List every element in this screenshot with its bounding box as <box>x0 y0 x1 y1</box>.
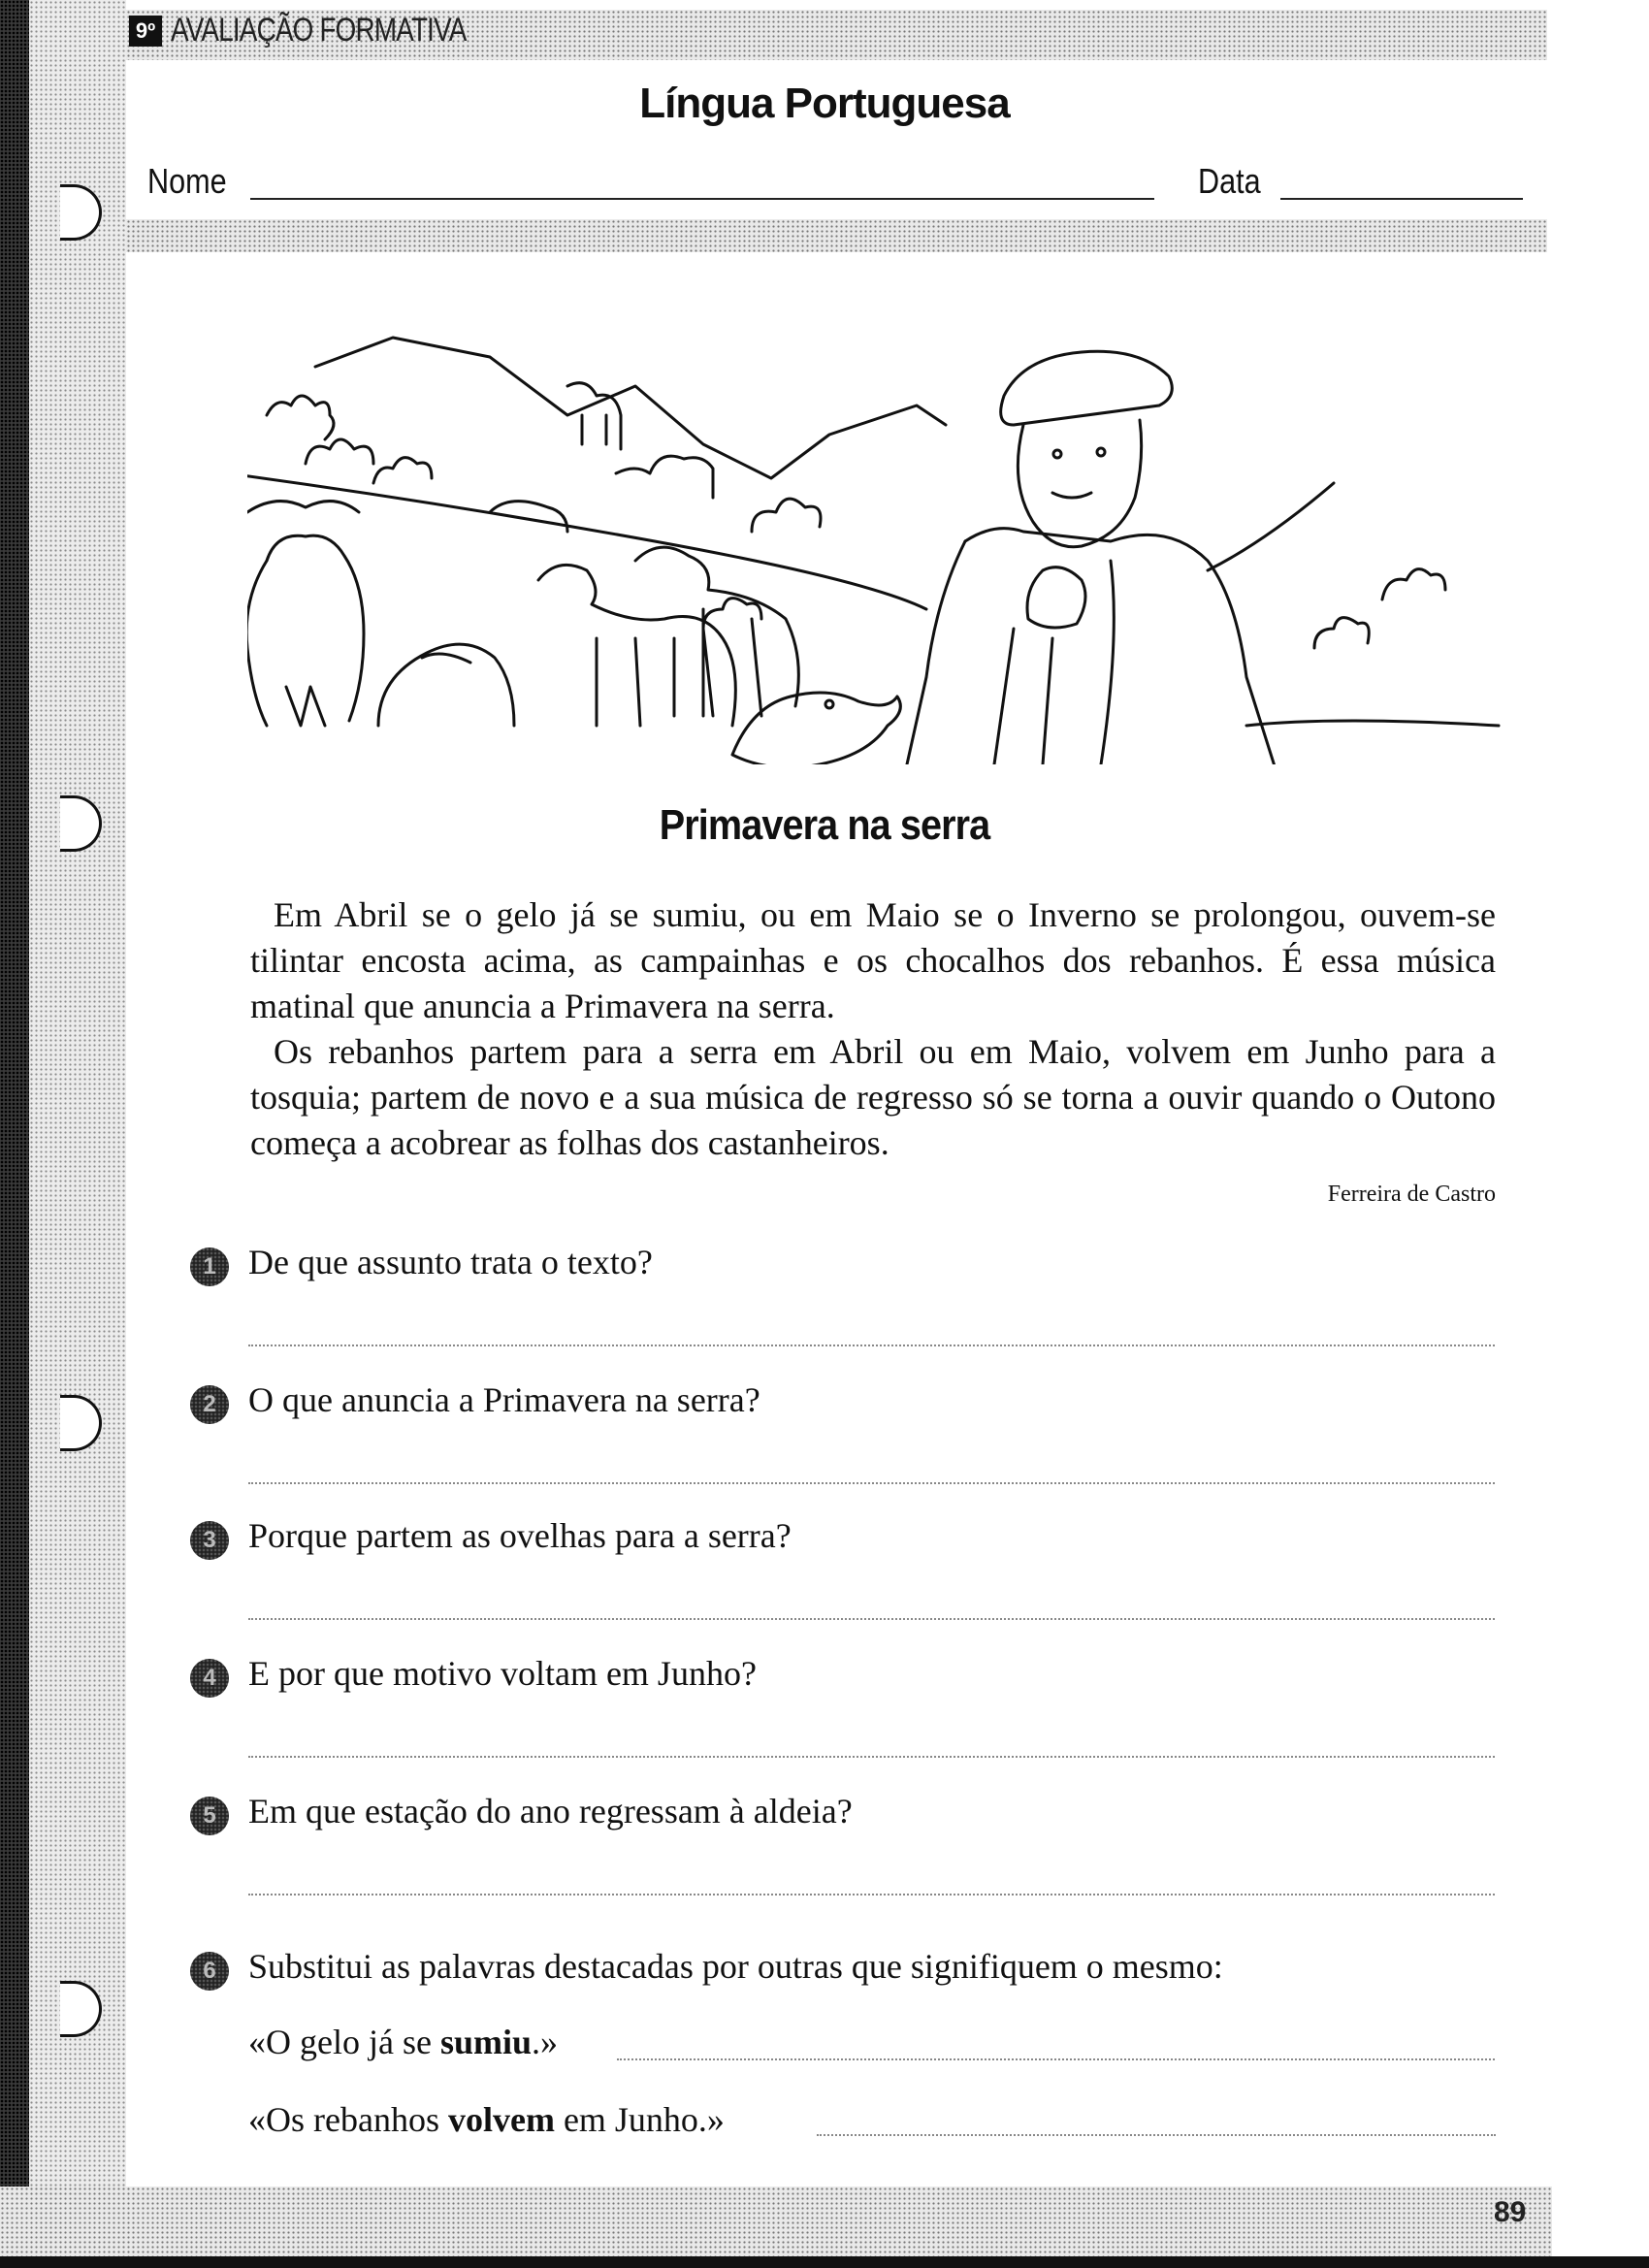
answer-line[interactable] <box>248 1345 1495 1346</box>
substitution-sentence <box>248 2099 725 2140</box>
question-number-badge: 4 <box>190 1659 229 1698</box>
question-text: O que anuncia a Primavera na serra? <box>248 1380 760 1419</box>
question-text: Em que estação do ano regressam à aldeia? <box>248 1792 853 1831</box>
series-badge: 9º <box>129 16 162 47</box>
shepherd-with-sheep-icon <box>247 318 1504 764</box>
passage-paragraph: Em Abril se o gelo já se sumiu, ou em Maio se o Inverno se prolongou, ouvem-se tilintar encosta acima, as campainhas e os chocalhos dos rebanhos. É essa música matinal que anuncia a Primavera na serra. <box>250 895 1496 1025</box>
date-field[interactable] <box>1280 198 1523 200</box>
sentence-start: «Os rebanhos <box>248 2100 448 2139</box>
binding-margin-shading <box>29 0 126 2268</box>
sentence-end: em Junho.» <box>554 2100 725 2139</box>
text-title: Primavera na serra <box>659 801 990 849</box>
date-label: Data <box>1198 161 1261 201</box>
question-number-badge: 6 <box>190 1952 229 1991</box>
question-text: Substitui as palavras destacadas por outras que signifiquem o mesmo: <box>248 1947 1223 1986</box>
footer-rule <box>0 2256 1649 2268</box>
subject-title: Língua Portuguesa <box>639 80 1010 127</box>
name-field[interactable] <box>250 198 1154 200</box>
header-divider-band <box>126 219 1547 252</box>
section-label: AVALIAÇÃO FORMATIVA <box>171 12 467 49</box>
answer-line[interactable] <box>248 1756 1495 1758</box>
answer-line[interactable] <box>248 1618 1495 1620</box>
page-number: 89 <box>1494 2196 1527 2228</box>
footer-band <box>0 2187 1552 2256</box>
passage-paragraph: Os rebanhos partem para a serra em Abril ou em Maio, volvem em Junho para a tosquia; partem de novo e a sua música de regresso só se torna a ouvir quando o Outono começa a acobrear as folhas dos castanheiros. <box>250 1032 1496 1162</box>
name-label: Nome <box>147 161 227 201</box>
question-number-badge: 3 <box>190 1521 229 1560</box>
question-number-badge: 1 <box>190 1247 229 1286</box>
highlighted-word: volvem <box>447 2100 555 2139</box>
sentence-start: «O gelo já se <box>248 2023 440 2061</box>
question-number-badge: 2 <box>190 1385 229 1424</box>
answer-line[interactable] <box>617 2058 1495 2060</box>
question-number-badge: 5 <box>190 1797 229 1835</box>
question-text: E por que motivo voltam em Junho? <box>248 1654 757 1693</box>
sentence-end: .» <box>532 2023 558 2061</box>
answer-line[interactable] <box>817 2134 1496 2136</box>
highlighted-word: sumiu <box>439 2023 532 2061</box>
author-credit: Ferreira de Castro <box>1327 1182 1496 1207</box>
answer-line[interactable] <box>248 1482 1495 1484</box>
question-text: Porque partem as ovelhas para a serra? <box>248 1516 792 1555</box>
question-text: De que assunto trata o texto? <box>248 1243 653 1281</box>
substitution-sentence <box>248 2022 558 2062</box>
answer-line[interactable] <box>248 1894 1495 1895</box>
binding-spine <box>0 0 29 2268</box>
reading-passage <box>250 892 1496 1166</box>
